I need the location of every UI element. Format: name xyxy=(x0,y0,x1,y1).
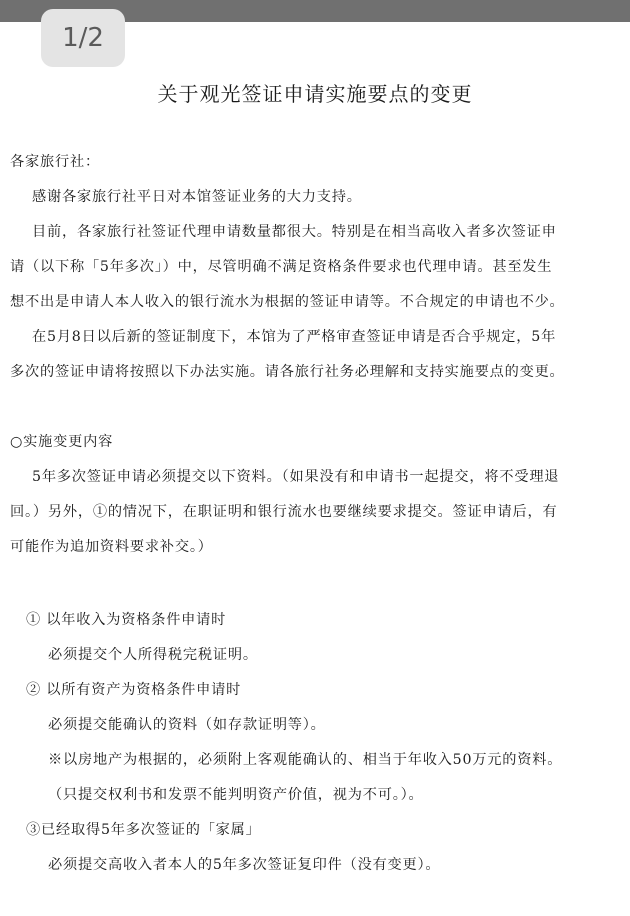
changes-body-line: 回。）另外，①的情况下，在职证明和银行流水也要继续要求提交。签证申请后，有 xyxy=(10,504,558,520)
item3-detail: 必须提交高收入者本人的5年多次签证复印件（没有变更）。 xyxy=(48,857,441,873)
changes-heading: ○实施变更内容 xyxy=(10,434,114,450)
changes-body-line: 5年多次签证申请必须提交以下资料。（如果没有和申请书一起提交，将不受理退 xyxy=(32,469,560,485)
item1-title: ① 以年收入为资格条件申请时 xyxy=(26,612,227,628)
changes-body-line: 可能作为追加资料要求补交。） xyxy=(10,539,213,555)
intro-paragraph3-line: 在5月8日以后新的签证制度下，本馆为了严格审查签证申请是否合乎规定，5年 xyxy=(32,329,557,345)
item1-detail: 必须提交个人所得税完税证明。 xyxy=(48,647,258,663)
item2-note: （只提交权利书和发票不能判明资产价值，视为不可。）。 xyxy=(48,787,424,803)
item3-title: ③已经取得5年多次签证的「家属」 xyxy=(26,822,261,838)
intro-thanks: 感谢各家旅行社平日对本馆签证业务的大力支持。 xyxy=(32,189,362,205)
document-title: 关于观光签证申请实施要点的变更 xyxy=(157,82,473,106)
intro-paragraph3-line: 多次的签证申请将按照以下办法实施。请各旅行社务必理解和支持实施要点的变更。 xyxy=(10,364,565,380)
intro-paragraph2-line: 目前，各家旅行社签证代理申请数量都很大。特别是在相当高收入者多次签证申 xyxy=(32,224,557,240)
intro-paragraph2-line: 想不出是申请人本人收入的银行流水为根据的签证申请等。不合规定的申请也不少。 xyxy=(10,294,565,310)
item2-note: ※以房地产为根据的，必须附上客观能确认的、相当于年收入50万元的资料。 xyxy=(48,752,563,768)
intro-paragraph2-line: 请（以下称「5年多次」）中，尽管明确不满足资格条件要求也代理申请。甚至发生 xyxy=(10,259,553,275)
salutation: 各家旅行社： xyxy=(10,154,100,170)
item2-title: ② 以所有资产为资格条件申请时 xyxy=(26,682,242,698)
page-indicator: 1/2 xyxy=(41,9,125,67)
item2-detail: 必须提交能确认的资料（如存款证明等）。 xyxy=(48,717,326,733)
